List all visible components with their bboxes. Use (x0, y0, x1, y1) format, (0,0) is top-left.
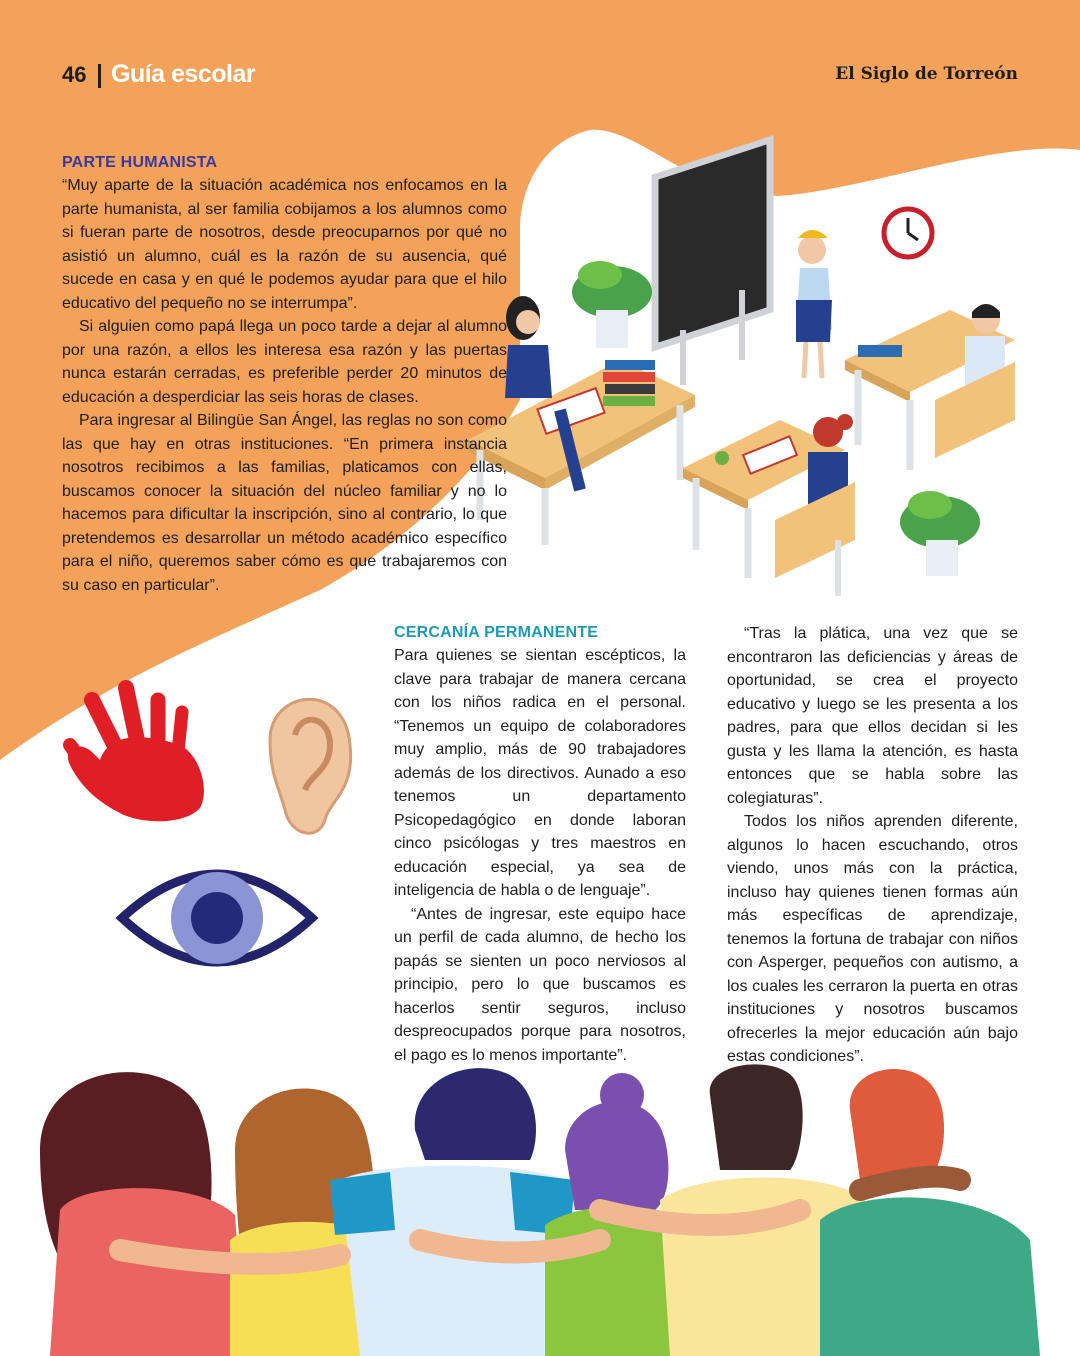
publication-name: El Siglo de Torreón (835, 64, 1018, 84)
paragraph: Para quienes se sientan escépticos, la clave para trabajar de manera cercana con los niños radica en el personal. “Tenemos un equipo de colaboradores muy amplio, más de 90 trabajadores además de los directivos. Aunado a eso tenemos un departamento Psicopedagógico en donde laboran cinco psicólogas y tres maestros en educación especial, ya sea de inteligencia de habla o de lenguaje”. (394, 647, 686, 899)
header-divider (98, 64, 101, 88)
page-number: 46 (62, 62, 87, 87)
article-column-left (62, 152, 507, 597)
article-column-middle (394, 622, 686, 1067)
paragraph: “Antes de ingresar, este equipo hace un perfil de cada alumno, de hecho los papás se sienten un poco nerviosos al principio, pero lo que buscamos es hacerlos sentir seguros, incluso despreocupados porque para nosotros, el pago es lo menos importante”. (394, 905, 686, 1064)
paragraph: Si alguien como papá llega un poco tarde a dejar al alumno por una razón, a ellos les interesa esa razón y las puertas nunca estarán cerradas, es preferible perder 20 minutos de educación a desperdiciar las seis horas de clases. (62, 318, 507, 406)
paragraph: “Tras la plática, una vez que se encontraron las deficiencias y áreas de oportunidad, se crea el proyecto educativo y luego se les presenta a los padres, para que ellos decidan si les gusta y les llama la atención, es hasta entonces que se habla sobre las colegiaturas”. (727, 625, 1018, 807)
blackboard (655, 140, 770, 347)
paragraph: “Muy aparte de la situación académica nos enfocamos en la parte humanista, al ser familia cobijamos a los alumnos como si fueran parte de nosotros, desde preocuparnos por qué no asistió un alumno, cuál es la razón de su ausencia, qué sucede en casa y en qué le podemos ayudar para que el hilo educativo del pequeño no se interrumpa”. (62, 177, 507, 312)
paragraph: Todos los niños aprenden diferente, algunos lo hacen escuchando, otros viendo, unos más con la práctica, incluso hay quienes tienen formas aún más específicas de aprendizaje, tenemos la fortuna de trabajar con niños con Asperger, pequeños con autismo, a los cuales les cerraron la puerta en otras instituciones y nosotros buscamos ofrecerles la mejor educación aún bajo estas condiciones”. (727, 813, 1018, 1065)
page-header (62, 60, 1018, 96)
article-column-right (727, 622, 1018, 1069)
section-heading-cercania-permanente: CERCANÍA PERMANENTE (394, 624, 599, 641)
paragraph: Para ingresar al Bilingüe San Ángel, las reglas no son como las que hay en otras instituciones. “En primera instancia nosotros recibimos a las familias, platicamos con ellas, buscamos conocer la situación del núcleo familiar y no lo hacemos para dificultar la inscripción, sino al contrario, lo que pretendemos es desarrollar un método académico específico para el niño, queremos saber cómo es que trabajaremos con su caso en particular”. (62, 412, 507, 594)
section-title: Guía escolar (111, 60, 256, 88)
section-heading-parte-humanista: PARTE HUMANISTA (62, 154, 218, 171)
